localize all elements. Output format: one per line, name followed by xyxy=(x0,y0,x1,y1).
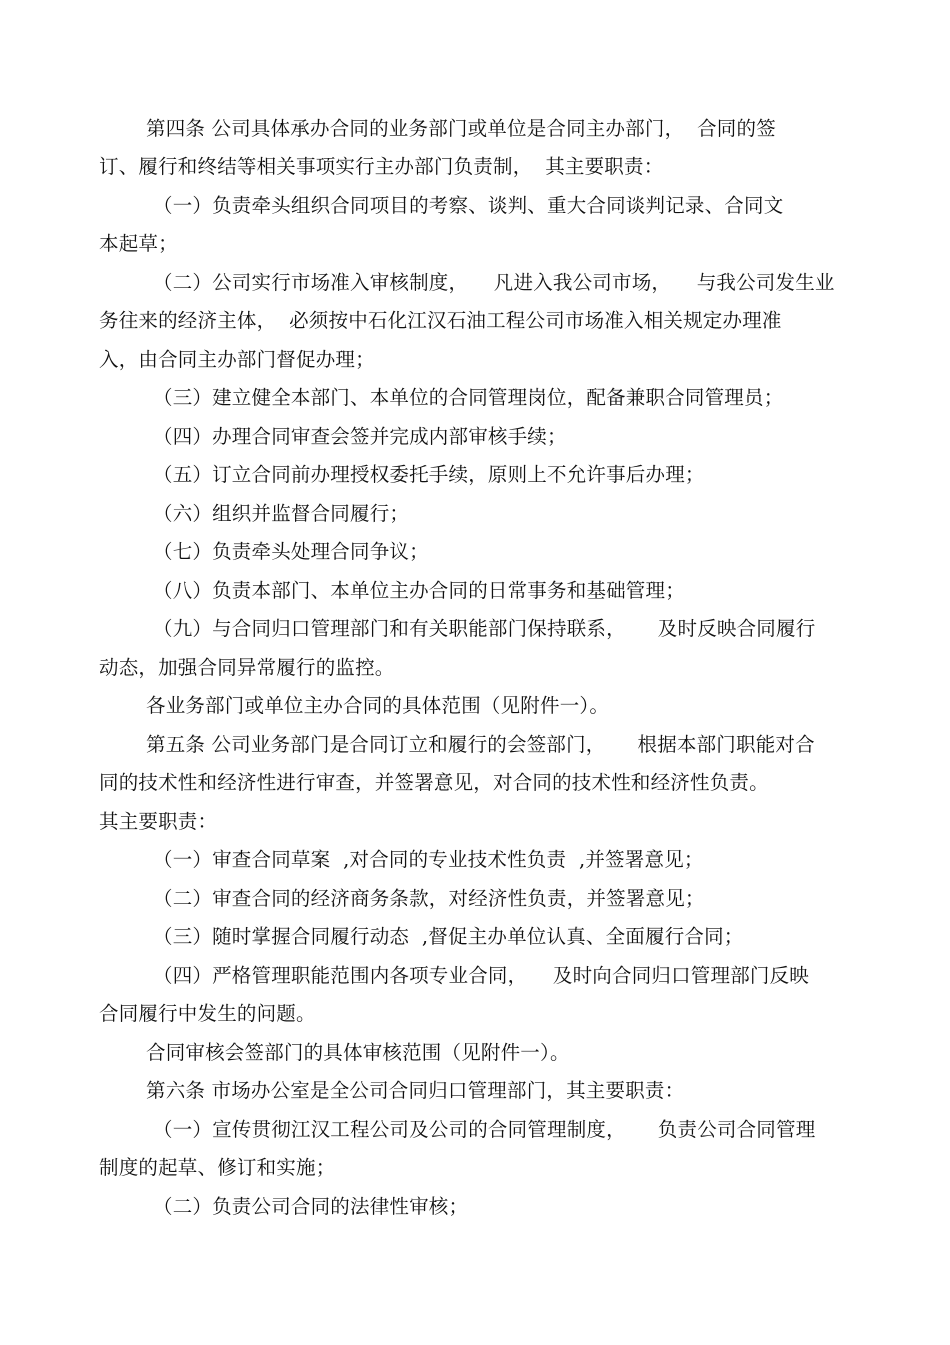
text-line: 入，由合同主办部门督促办理； xyxy=(99,348,375,371)
text-line: 第五条 公司业务部门是合同订立和履行的会签部门， 根据本部门职能对合 xyxy=(146,733,815,756)
text-line: 同的技术性和经济性进行审查，并签署意见，对合同的技术性和经济性负责。 xyxy=(99,771,769,794)
text-line: （一）宣传贯彻江汉工程公司及公司的合同管理制度， 负责公司合同管理 xyxy=(153,1118,816,1141)
text-line: （八）负责本部门、本单位主办合同的日常事务和基础管理； xyxy=(153,579,685,602)
text-line: 第六条 市场办公室是全公司合同归口管理部门，其主要职责： xyxy=(146,1079,685,1102)
text-line: 第四条 公司具体承办合同的业务部门或单位是合同主办部门， 合同的签 xyxy=(146,117,776,140)
text-line: （三）建立健全本部门、本单位的合同管理岗位，配备兼职合同管理员； xyxy=(153,386,784,409)
text-line: 订、履行和终结等相关事项实行主办部门负责制， 其主要职责： xyxy=(99,155,664,178)
text-line: 各业务部门或单位主办合同的具体范围（见附件一）。 xyxy=(146,694,610,717)
text-line: 制度的起草、修订和实施； xyxy=(99,1156,336,1179)
text-line: （二）负责公司合同的法律性审核； xyxy=(153,1195,469,1218)
text-line: 动态，加强合同异常履行的监控。 xyxy=(99,656,395,679)
text-line: 合同审核会签部门的具体审核范围（见附件一）。 xyxy=(146,1041,570,1064)
text-line: （六）组织并监督合同履行； xyxy=(153,502,410,525)
text-line: （四）办理合同审查会签并完成内部审核手续； xyxy=(153,425,567,448)
text-line: （七）负责牵头处理合同争议； xyxy=(153,540,429,563)
text-line: （四）严格管理职能范围内各项专业合同， 及时向合同归口管理部门反映 xyxy=(153,964,809,987)
text-line: 务往来的经济主体， 必须按中石化江汉石油工程公司市场准入相关规定办理准 xyxy=(99,309,782,332)
text-line: 合同履行中发生的问题。 xyxy=(99,1002,316,1025)
text-line: （一）负责牵头组织合同项目的考察、谈判、重大合同谈判记录、合同文 xyxy=(153,194,784,217)
text-line: （一）审查合同草案 ,对合同的专业技术性负责 ,并签署意见； xyxy=(153,848,704,871)
text-line: （二）审查合同的经济商务条款，对经济性负责，并签署意见； xyxy=(153,887,705,910)
text-line: 其主要职责： xyxy=(99,810,218,833)
text-line: （九）与合同归口管理部门和有关职能部门保持联系， 及时反映合同履行 xyxy=(153,617,816,640)
text-line: 本起草； xyxy=(99,232,178,255)
text-line: （二）公司实行市场准入审核制度， 凡进入我公司市场， 与我公司发生业 xyxy=(153,271,835,294)
text-line: （五）订立合同前办理授权委托手续，原则上不允许事后办理； xyxy=(153,463,705,486)
text-line: （三）随时掌握合同履行动态 ,督促主办单位认真、全面履行合同； xyxy=(153,925,744,948)
